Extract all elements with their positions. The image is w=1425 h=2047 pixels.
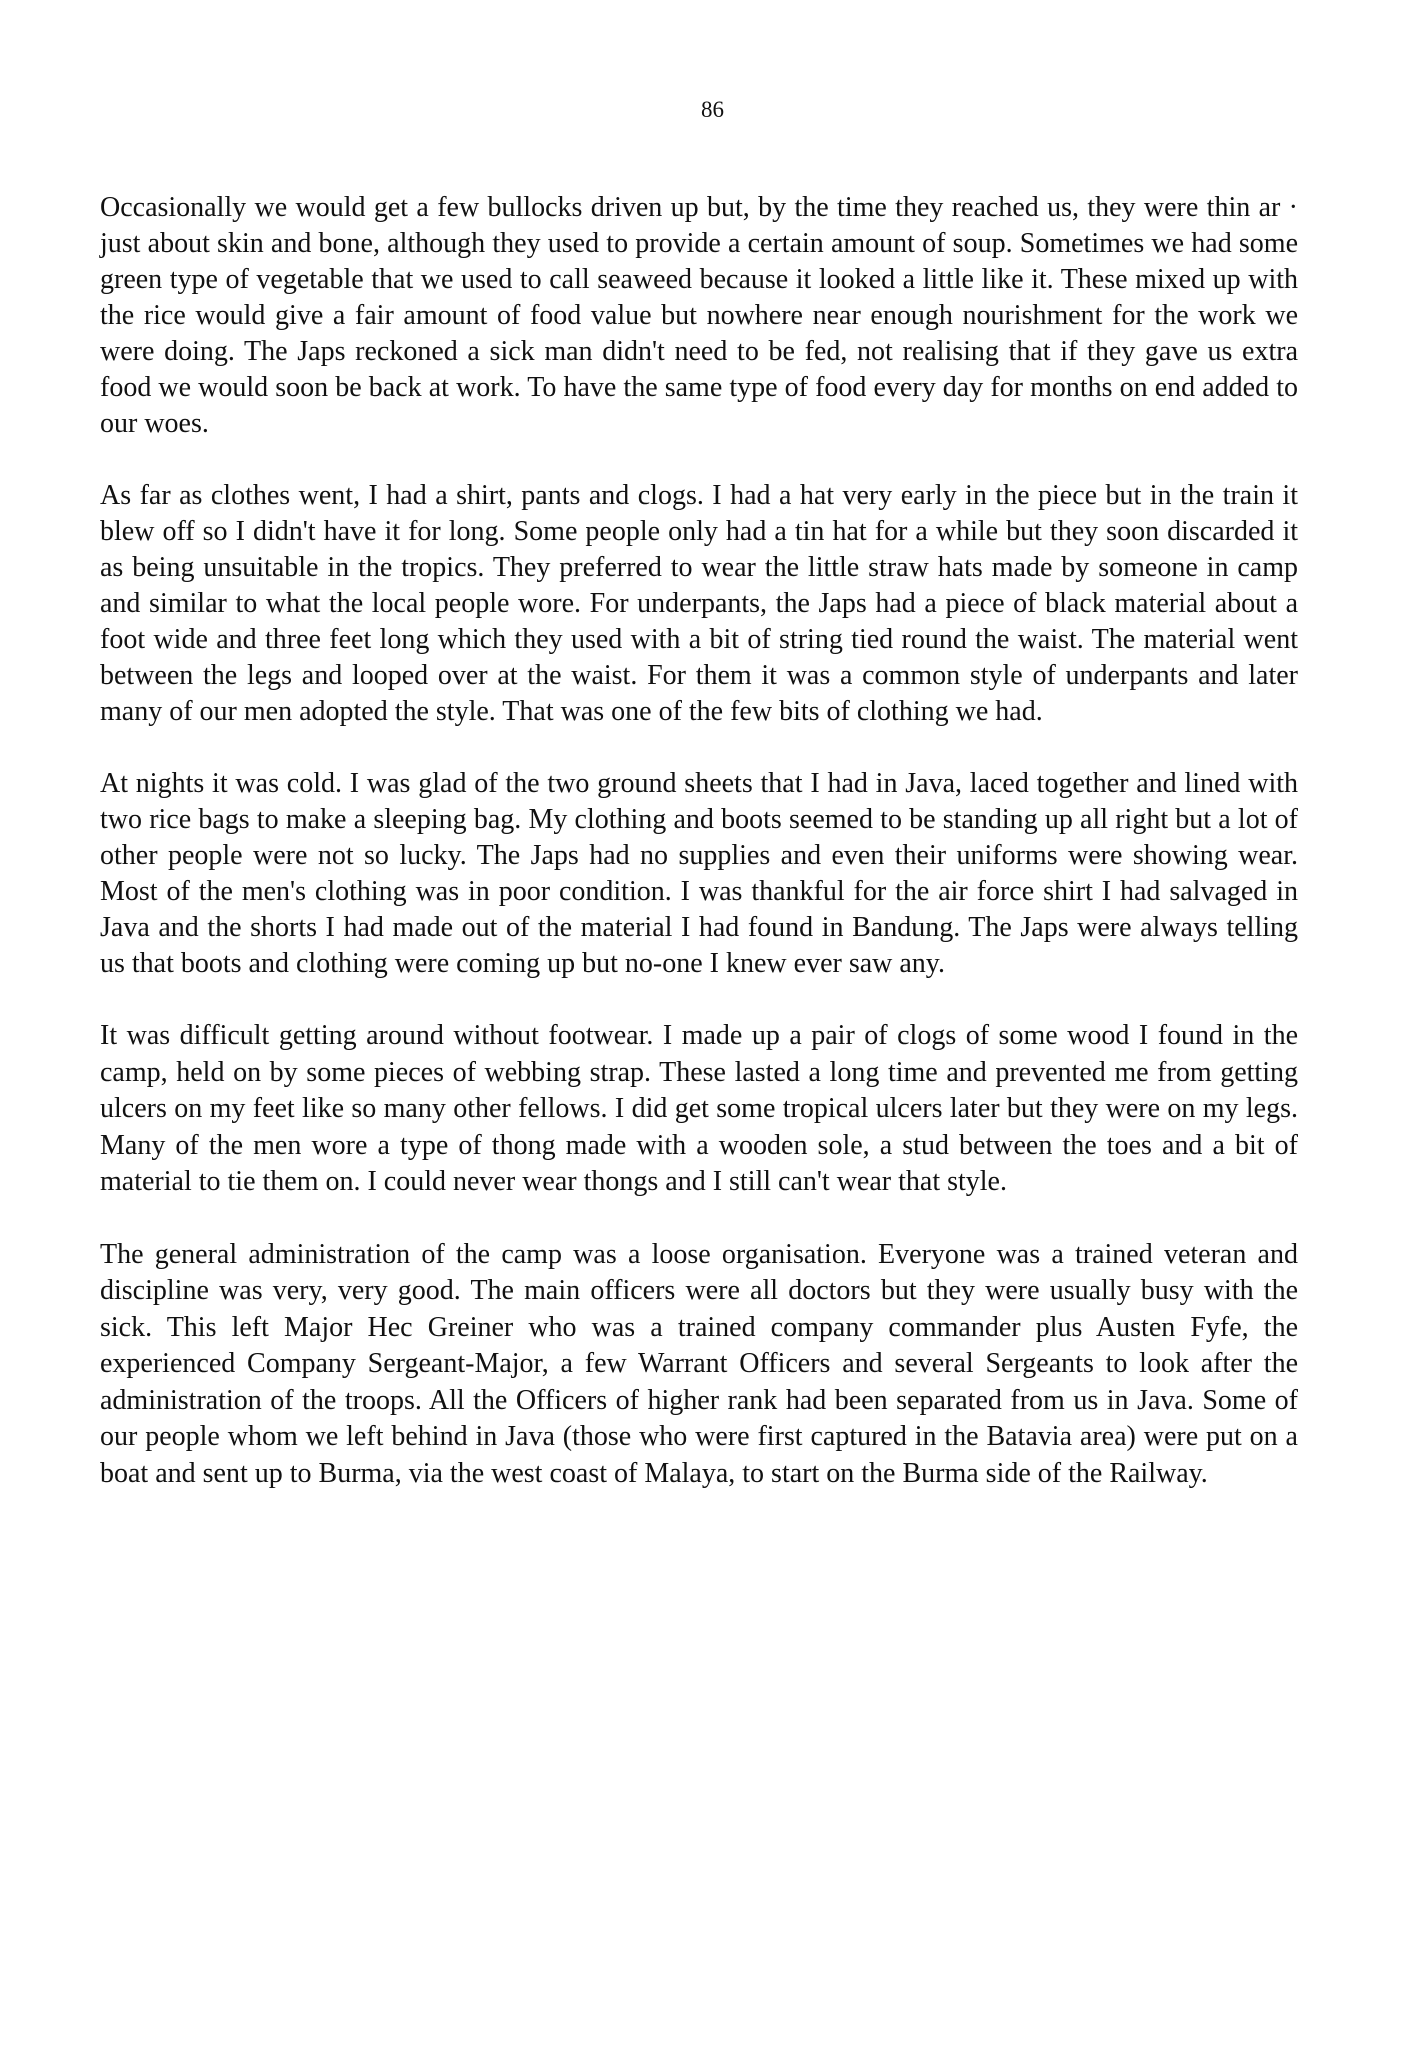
body-text: [100, 190, 1298, 1528]
paragraph-nights-cold: At nights it was cold. I was glad of the two ground sheets that I had in Java, laced together and lined with two rice bags to make a sleeping bag. My clothing and boots seemed to be standing up all right but a lot of other people were not so lucky. The Japs had no supplies and even their uniforms were showing wear. Most of the men's clothing was in poor condition. I was thankful for the air force shirt I had salvaged in Java and the shorts I had made out of the material I had found in Bandung. The Japs were always telling us that boots and clothing were coming up but no-one I knew ever saw any.: [100, 768, 1298, 979]
paragraph-clothes: As far as clothes went, I had a shirt, pants and clogs. I had a hat very early in the piece but in the train it blew off so I didn't have it for long. Some people only had a tin hat for a while but they soon discarded it as being unsuitable in the tropics. They preferred to wear the little straw hats made by someone in camp and similar to what the local people wore. For underpants, the Japs had a piece of black material about a foot wide and three feet long which they used with a bit of string tied round the waist. The material went between the legs and looped over at the waist. For them it was a common style of underpants and later many of our men adopted the style. That was one of the few bits of clothing we had.: [100, 480, 1298, 727]
paragraph-administration: The general administration of the camp was a loose organisation. Everyone was a trained veteran and discipline was very, very good. The main officers were all doctors but they were usually busy with the sick. This left Major Hec Greiner who was a trained company commander plus Austen Fyfe, the experienced Company Sergeant-Major, a few Warrant Officers and several Sergeants to look after the administration of the troops. All the Officers of higher rank had been separated from us in Java. Some of our people whom we left behind in Java (those who were first captured in the Batavia area) were put on a boat and sent up to Burma, via the west coast of Malaya, to start on the Burma side of the Railway.: [100, 1238, 1298, 1489]
page-number: 86: [701, 97, 724, 122]
paragraph-food: Occasionally we would get a few bullocks driven up but, by the time they reached us, they were thin ar · just about skin and bone, although they used to provide a certain amount of soup. Sometimes we had some green type of vegetable that we used to call seaweed because it looked a little like it. These mixed up with the rice would give a fair amount of food value but nowhere near enough nourishment for the work we were doing. The Japs reckoned a sick man didn't need to be fed, not realising that if they gave us extra food we would soon be back at work. To have the same type of food every day for months on end added to our woes.: [100, 192, 1298, 439]
paragraph-footwear: It was difficult getting around without footwear. I made up a pair of clogs of some wood I found in the camp, held on by some pieces of webbing strap. These lasted a long time and prevented me from getting ulcers on my feet like so many other fellows. I did get some tropical ulcers later but they were on my legs. Many of the men wore a type of thong made with a wooden sole, a stud between the toes and a bit of material to tie them on. I could never wear thongs and I still can't wear that style.: [100, 1020, 1298, 1197]
